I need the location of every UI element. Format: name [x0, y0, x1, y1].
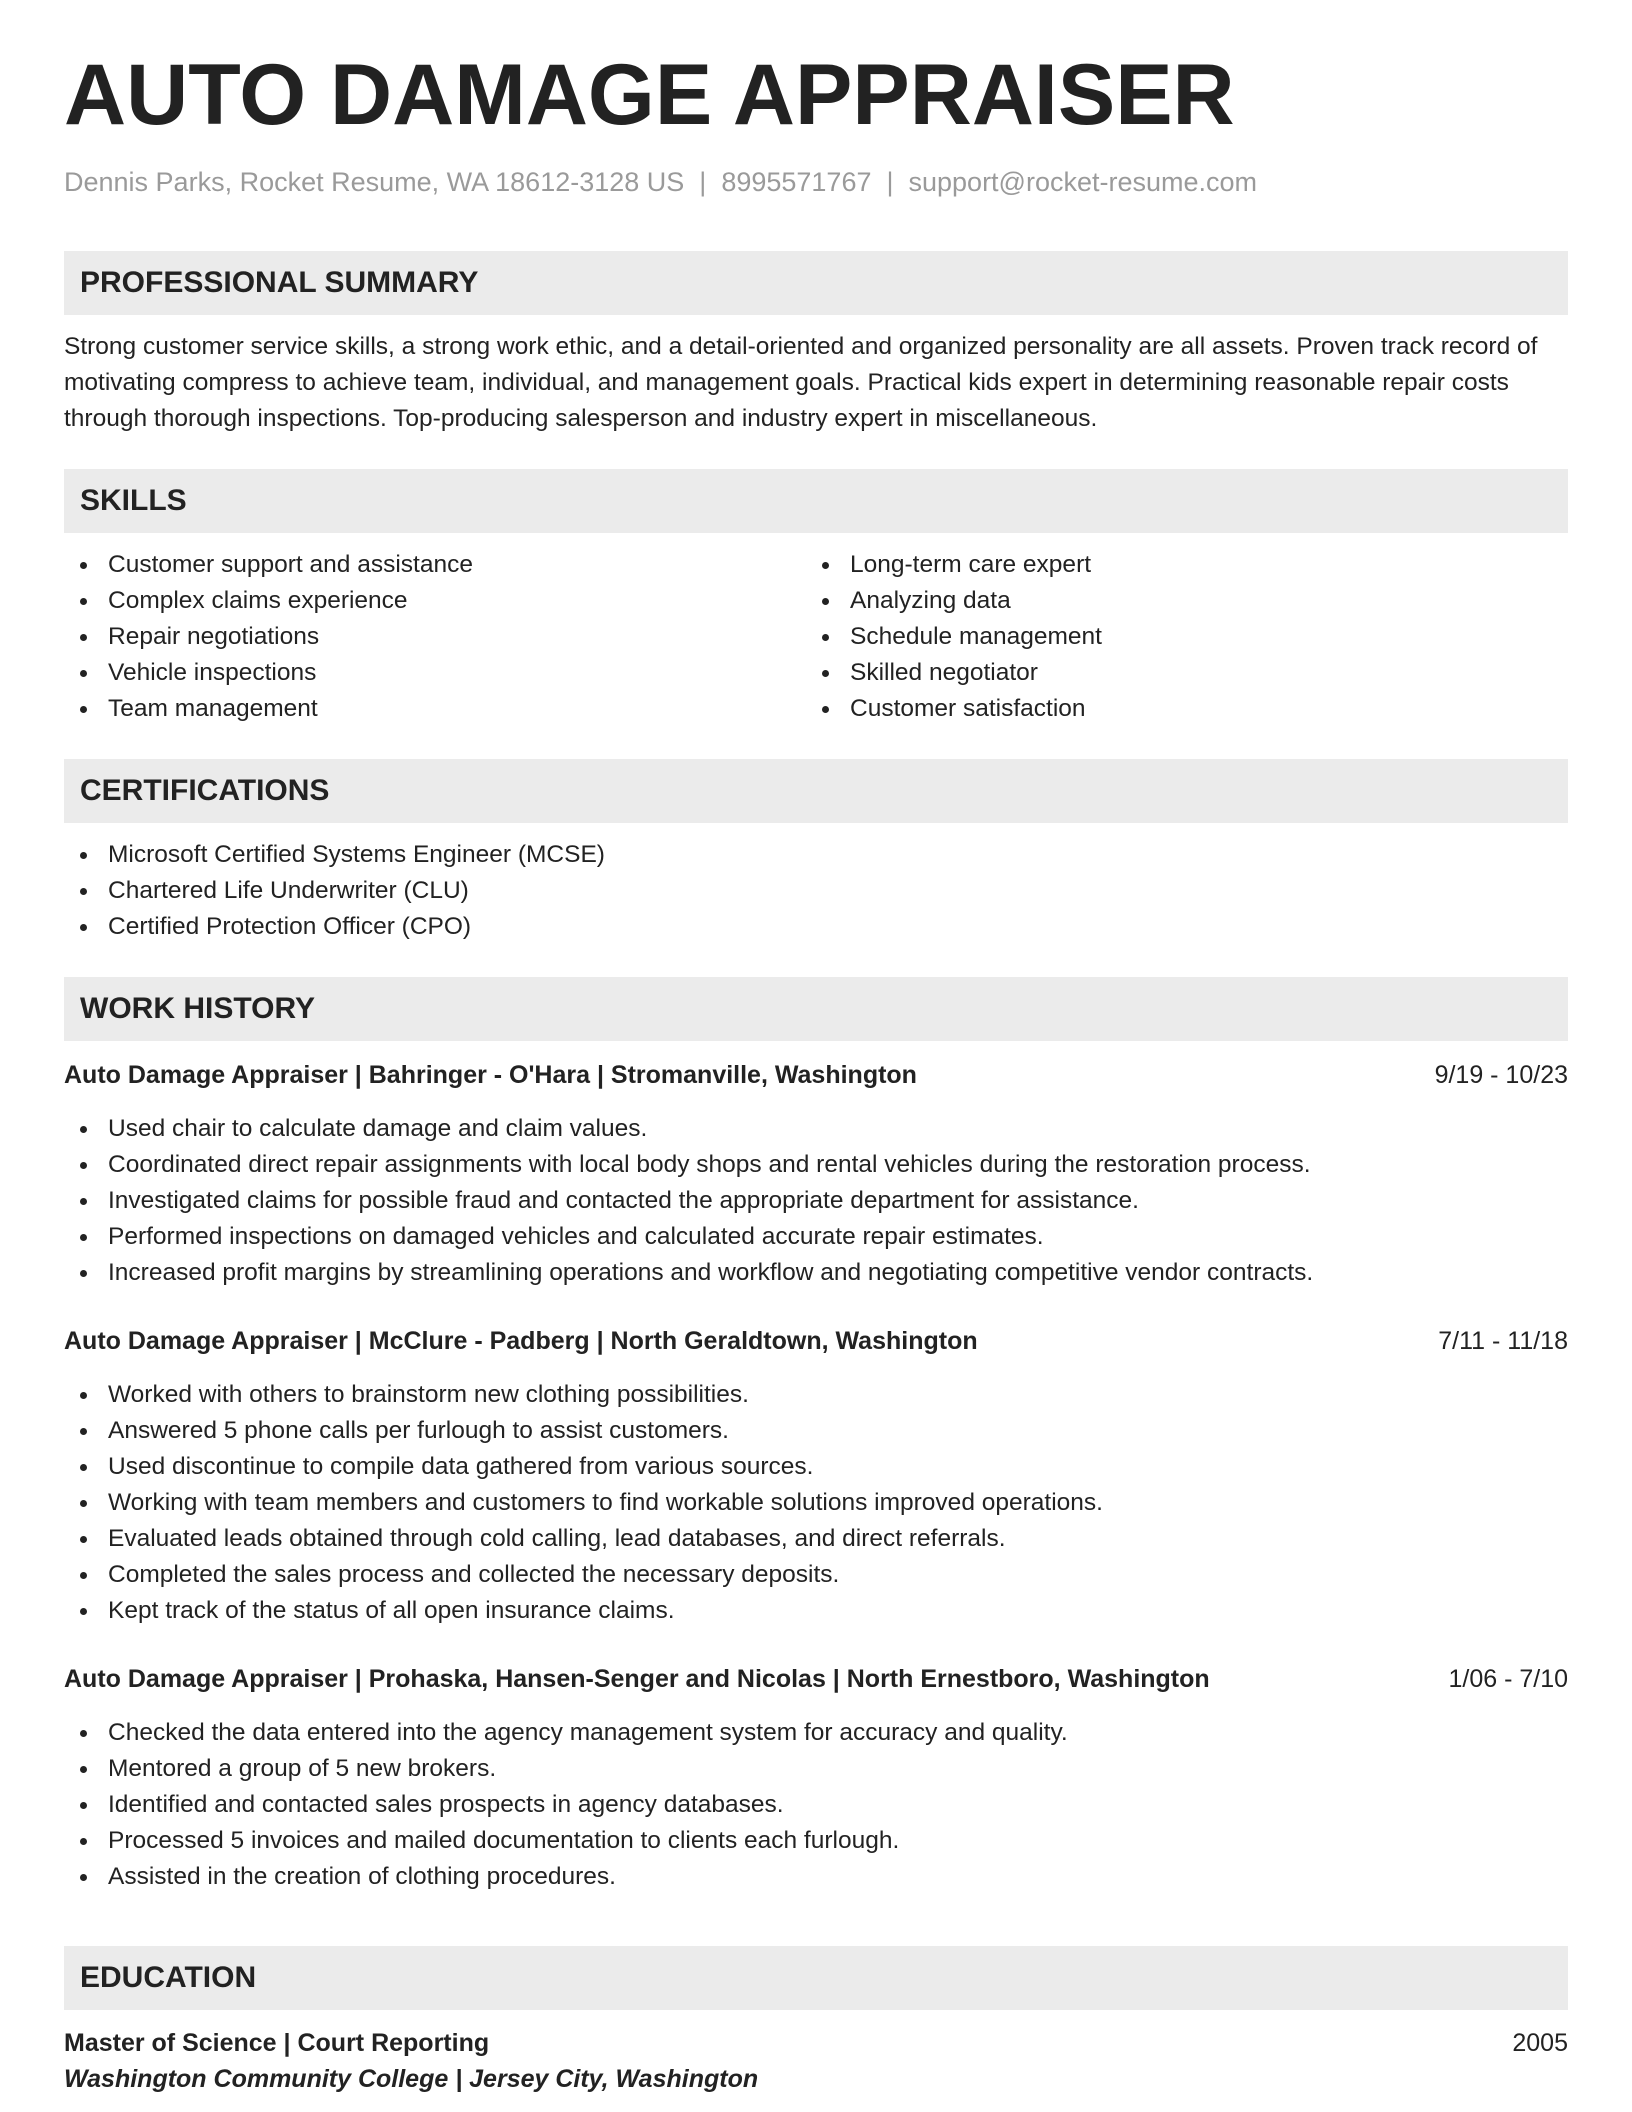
job-bullet: Identified and contacted sales prospects in agency databases. — [64, 1787, 1568, 1823]
skill-item: Customer satisfaction — [806, 691, 1548, 727]
job-entry — [64, 1323, 1568, 1629]
contact-separator: | — [886, 167, 894, 197]
job-bullets — [64, 1111, 1568, 1291]
skills-section — [64, 469, 1568, 727]
job-bullet: Kept track of the status of all open insurance claims. — [64, 1593, 1568, 1629]
resume-title: AUTO DAMAGE APPRAISER — [64, 47, 1235, 143]
job-title: Auto Damage Appraiser | McClure - Padberg | North Geraldtown, Washington — [64, 1327, 978, 1355]
contact-phone[interactable]: 8995571767 — [721, 167, 872, 197]
certification-item: Microsoft Certified Systems Engineer (MCSE) — [64, 837, 1568, 873]
job-bullet: Assisted in the creation of clothing procedures. — [64, 1859, 1568, 1895]
job-entry — [64, 1057, 1568, 1291]
skill-item: Vehicle inspections — [64, 655, 806, 691]
work-history-section — [64, 977, 1568, 1041]
job-bullet: Working with team members and customers to find workable solutions improved operations. — [64, 1485, 1568, 1521]
job-dates: 9/19 - 10/23 — [1434, 1061, 1568, 1089]
certifications-list — [64, 837, 1568, 945]
job-bullet: Performed inspections on damaged vehicles and calculated accurate repair estimates. — [64, 1219, 1568, 1255]
job-bullets — [64, 1377, 1568, 1629]
skill-item: Skilled negotiator — [806, 655, 1548, 691]
skill-item: Repair negotiations — [64, 619, 806, 655]
skills-columns — [64, 547, 1568, 727]
skill-item: Complex claims experience — [64, 583, 806, 619]
job-bullet: Increased profit margins by streamlining operations and workflow and negotiating competitive vendor contracts. — [64, 1255, 1568, 1291]
contact-address: Dennis Parks, Rocket Resume, WA 18612-3128 US — [64, 167, 685, 197]
job-bullet: Completed the sales process and collected the necessary deposits. — [64, 1557, 1568, 1593]
summary-heading: PROFESSIONAL SUMMARY — [64, 251, 1568, 315]
job-dates: 1/06 - 7/10 — [1448, 1665, 1568, 1693]
job-entry — [64, 1661, 1568, 1895]
education-school: Washington Community College | Jersey City, Washington — [64, 2065, 759, 2093]
certifications-heading: CERTIFICATIONS — [64, 759, 1568, 823]
job-header — [64, 1661, 1568, 1697]
job-bullet: Mentored a group of 5 new brokers. — [64, 1751, 1568, 1787]
education-header — [64, 2025, 1568, 2061]
skills-heading: SKILLS — [64, 469, 1568, 533]
job-bullet: Processed 5 invoices and mailed documentation to clients each furlough. — [64, 1823, 1568, 1859]
summary-section — [64, 251, 1568, 437]
job-header — [64, 1323, 1568, 1359]
job-header — [64, 1057, 1568, 1093]
skills-right-list — [806, 547, 1548, 727]
education-entry — [64, 2025, 1568, 2097]
contact-separator: | — [699, 167, 707, 197]
contact-line — [64, 167, 1257, 198]
job-bullet: Investigated claims for possible fraud and contacted the appropriate department for assistance. — [64, 1183, 1568, 1219]
job-bullet: Evaluated leads obtained through cold calling, lead databases, and direct referrals. — [64, 1521, 1568, 1557]
skill-item: Long-term care expert — [806, 547, 1548, 583]
certifications-section — [64, 759, 1568, 945]
job-dates: 7/11 - 11/18 — [1438, 1327, 1568, 1355]
job-bullet: Worked with others to brainstorm new clothing possibilities. — [64, 1377, 1568, 1413]
work-history-heading: WORK HISTORY — [64, 977, 1568, 1041]
certification-item: Certified Protection Officer (CPO) — [64, 909, 1568, 945]
contact-email[interactable]: support@rocket-resume.com — [908, 167, 1258, 197]
education-year: 2005 — [1512, 2029, 1568, 2057]
skill-item: Team management — [64, 691, 806, 727]
job-bullets — [64, 1715, 1568, 1895]
education-heading: EDUCATION — [64, 1946, 1568, 2010]
job-title: Auto Damage Appraiser | Prohaska, Hansen-Senger and Nicolas | North Ernestboro, Washington — [64, 1665, 1210, 1693]
job-bullet: Used chair to calculate damage and claim values. — [64, 1111, 1568, 1147]
education-section — [64, 1946, 1568, 2010]
certification-item: Chartered Life Underwriter (CLU) — [64, 873, 1568, 909]
education-degree: Master of Science | Court Reporting — [64, 2029, 490, 2057]
skills-left-list — [64, 547, 806, 727]
skill-item: Analyzing data — [806, 583, 1548, 619]
skill-item: Customer support and assistance — [64, 547, 806, 583]
job-bullet: Answered 5 phone calls per furlough to assist customers. — [64, 1413, 1568, 1449]
job-bullet: Coordinated direct repair assignments with local body shops and rental vehicles during the restoration process. — [64, 1147, 1568, 1183]
job-bullet: Checked the data entered into the agency management system for accuracy and quality. — [64, 1715, 1568, 1751]
job-title: Auto Damage Appraiser | Bahringer - O'Hara | Stromanville, Washington — [64, 1061, 917, 1089]
job-bullet: Used discontinue to compile data gathered from various sources. — [64, 1449, 1568, 1485]
summary-text: Strong customer service skills, a strong work ethic, and a detail-oriented and organized personality are all assets. Proven track record of motivating compress to achieve team, individual, and management goals. Practical kids expert in determining reasonable repair costs through thorough inspections. Top-producing salesperson and industry expert in miscellaneous. — [64, 333, 1538, 432]
skill-item: Schedule management — [806, 619, 1548, 655]
